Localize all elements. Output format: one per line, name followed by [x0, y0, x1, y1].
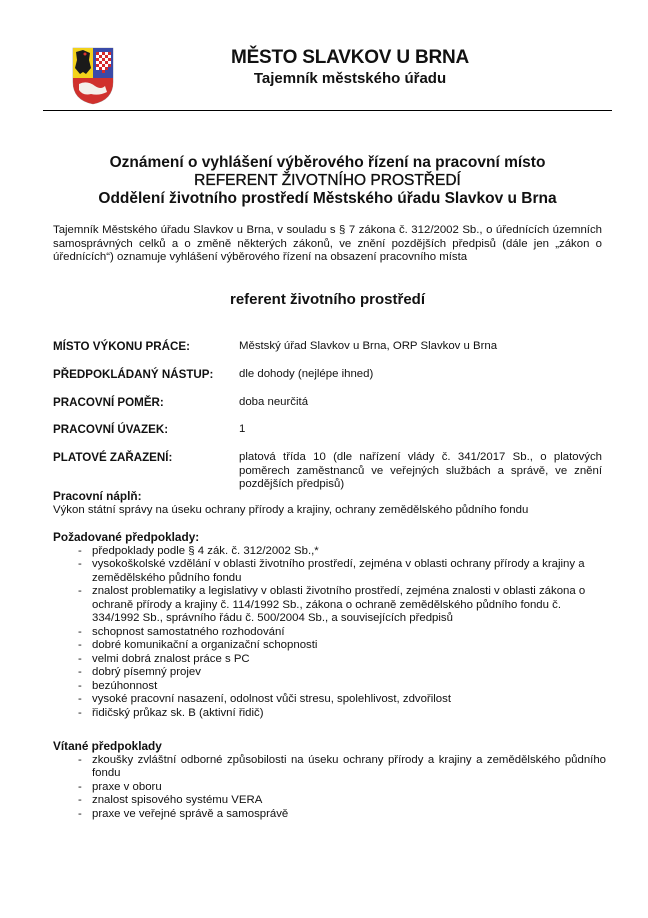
field-value: 1: [239, 423, 246, 435]
job-content-section: [53, 490, 606, 517]
bullet-dash: -: [78, 807, 82, 820]
organization-subtitle: Tajemník městského úřadu: [253, 70, 447, 87]
section-heading: Pracovní náplň:: [53, 489, 142, 503]
job-content-text: Výkon státní správy na úseku ochrany přírody a krajiny, ochrany zemědělského půdního fondu: [53, 503, 529, 516]
welcome-list: [53, 754, 606, 822]
intro-paragraph: Tajemník Městského úřadu Slavkov u Brna, v souladu s § 7 zákona č. 312/2002 Sb., o úřednících územních samosprávných celků a o změně některých zákonů, ve znění pozdějších předpisů (dále jen „zákon o úřednících“) oznamuje vyhlášení výběrového řízení na obsazení pracovního místa: [53, 224, 602, 263]
coat-of-arms-icon: [71, 46, 115, 106]
bullet-dash: -: [78, 639, 82, 651]
welcome-qualifications-section: [53, 740, 606, 821]
bullet-dash: -: [78, 679, 82, 692]
field-value: dle dohody (nejlépe ihned): [239, 368, 374, 380]
bullet-dash: -: [78, 652, 82, 665]
list-item: - předpoklady podle § 4 zák. č. 312/2002 Sb.,*: [78, 544, 319, 557]
header-divider: [43, 110, 612, 111]
announcement-line-2: REFERENT ŽIVOTNÍHO PROSTŘEDÍ: [194, 172, 461, 189]
requirements-section: [53, 531, 606, 720]
list-item: - znalost problematiky a legislativy v oblasti životního prostředí, zejména znalosti v oblasti zákona o ochraně přírody a krajiny č. 114/1992 Sb., zákona o ochraně zemědělského půdního fondu č. 334/1992 Sb., správního řádu č. 500/2004 Sb., a souvisejících předpisů: [78, 585, 586, 624]
field-value: Městský úřad Slavkov u Brna, ORP Slavkov u Brna: [239, 340, 498, 352]
announcement-line-1: Oznámení o vyhlášení výběrového řízení na pracovní místo: [109, 154, 546, 171]
list-item: - dobré komunikační a organizační schopnosti: [78, 639, 318, 651]
list-item: - vysokoškolské vzdělání v oblasti životního prostředí, zejména v oblasti ochrany přírody a krajiny a zemědělského půdního fondu: [78, 558, 585, 584]
bullet-dash: -: [78, 794, 82, 806]
bullet-dash: -: [78, 693, 82, 705]
field-value: doba neurčitá: [239, 396, 309, 408]
announcement-line-3: Oddělení životního prostředí Městského úřadu Slavkov u Brna: [98, 190, 557, 207]
field-label: PRACOVNÍ ÚVAZEK:: [53, 423, 169, 436]
bullet-dash: -: [78, 780, 82, 793]
section-heading: Vítané předpoklady: [53, 739, 162, 753]
organization-title: MĚSTO SLAVKOV U BRNA: [230, 47, 470, 68]
list-item: - dobrý písemný projev: [78, 666, 201, 678]
list-item: - řidičský průkaz sk. B (aktivní řidič): [78, 706, 264, 719]
bullet-dash: -: [78, 585, 82, 597]
list-item: - zkoušky zvláštní odborné způsobilosti na úseku ochrany přírody a krajiny a zemědělského půdního fondu: [78, 753, 606, 779]
bullet-dash: -: [78, 706, 82, 719]
bullet-dash: -: [78, 753, 82, 766]
list-item: - bezúhonnost: [78, 679, 158, 692]
list-item: - schopnost samostatného rozhodování: [78, 625, 285, 638]
position-title: referent životního prostředí: [229, 291, 426, 308]
requirements-list: [53, 545, 606, 721]
list-item: - znalost spisového systému VERA: [78, 794, 263, 806]
field-label: PLATOVÉ ZAŘAZENÍ:: [53, 451, 173, 464]
bullet-dash: -: [78, 666, 82, 678]
bullet-dash: -: [78, 544, 82, 557]
field-value: platová třída 10 (dle nařízení vlády č. 341/2017 Sb., o platových poměrech zaměstnanců ve veřejných službách a správě, ve znění pozdějších předpisů): [239, 451, 602, 490]
list-item: - velmi dobrá znalost práce s PC: [78, 652, 250, 665]
section-heading: Požadované předpoklady:: [53, 530, 200, 544]
field-label: PRACOVNÍ POMĚR:: [53, 396, 164, 409]
bullet-dash: -: [78, 625, 82, 638]
list-item: - vysoké pracovní nasazení, odolnost vůči stresu, spolehlivost, zdvořilost: [78, 693, 451, 705]
list-item: - praxe v oboru: [78, 780, 162, 793]
field-label: PŘEDPOKLÁDANÝ NÁSTUP:: [53, 368, 214, 381]
field-label: MÍSTO VÝKONU PRÁCE:: [53, 340, 190, 353]
list-item: - praxe ve veřejné správě a samosprávě: [78, 807, 289, 820]
announcement-heading: [43, 154, 612, 208]
bullet-dash: -: [78, 558, 82, 570]
